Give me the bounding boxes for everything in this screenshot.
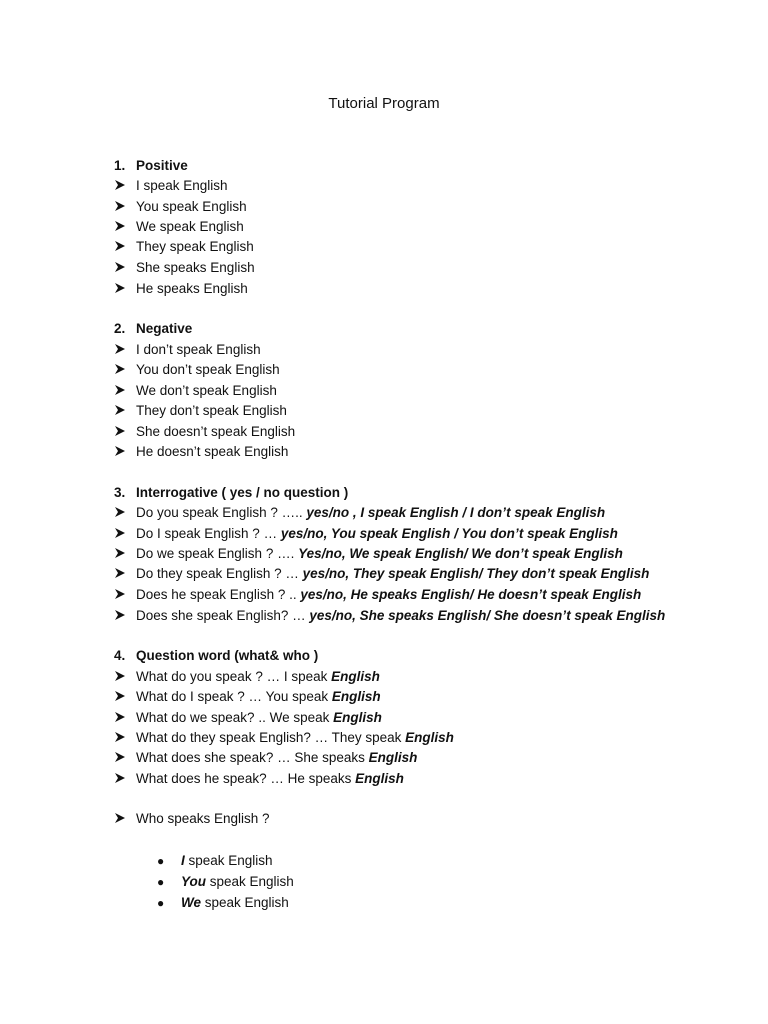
item-text: They speak English [136, 239, 254, 254]
arrowhead-icon [114, 197, 136, 217]
section-heading [114, 483, 348, 503]
list-item [114, 279, 248, 299]
arrowhead-icon [114, 503, 136, 523]
arrowhead-icon [114, 564, 136, 584]
list-item [114, 381, 277, 401]
arrowhead-icon [114, 279, 136, 299]
arrowhead-icon [114, 524, 136, 544]
bullet-dot-icon: ● [157, 896, 165, 910]
item-text: He doesn’t speak English [136, 444, 289, 459]
arrowhead-icon [114, 687, 136, 707]
list-item [114, 748, 417, 768]
item-text: You speak English [136, 199, 247, 214]
list-item [114, 442, 288, 462]
arrowhead-icon [114, 237, 136, 257]
list-item [114, 564, 649, 584]
item-answer: yes/no, He speaks English/ He doesn’t speak English [300, 587, 642, 602]
item-text: I don’t speak English [136, 342, 261, 357]
item-answer: Yes/no, We speak English/ We don’t speak English [298, 546, 623, 561]
section-heading [114, 156, 188, 176]
list-item [114, 401, 287, 421]
bullet-text: speak English [201, 895, 289, 910]
item-text: She speaks English [136, 260, 255, 275]
arrowhead-icon [114, 217, 136, 237]
list-item [114, 197, 247, 217]
section-number: 3. [114, 485, 126, 500]
list-item [114, 585, 641, 605]
list-item [114, 524, 618, 544]
item-text: He speaks English [136, 281, 248, 296]
item-text: We speak English [136, 219, 244, 234]
arrowhead-icon [114, 809, 136, 829]
arrowhead-icon [114, 401, 136, 421]
arrowhead-icon [114, 748, 136, 768]
list-item [114, 503, 605, 523]
list-item [114, 340, 261, 360]
list-item [114, 237, 254, 257]
section-heading [114, 319, 192, 339]
item-text: What does he speak? … He speaks [136, 771, 356, 786]
item-text: What do we speak? .. We speak [136, 710, 334, 725]
list-item [114, 217, 244, 237]
item-answer: English [333, 710, 382, 725]
bullet-subject: I [181, 853, 185, 868]
section-title: Negative [136, 321, 193, 336]
list-item [114, 687, 381, 707]
list-item [114, 176, 228, 196]
item-text: What do I speak ? … You speak [136, 689, 332, 704]
item-text: You don’t speak English [136, 362, 280, 377]
section-title: Question word (what& who ) [136, 648, 319, 663]
arrowhead-icon [114, 728, 136, 748]
item-text: Do you speak English ? ….. [136, 505, 307, 520]
item-answer: English [331, 689, 381, 704]
item-text: They don’t speak English [136, 403, 287, 418]
bullet-subject: We [181, 895, 202, 910]
item-text: What does she speak? … She speaks [136, 750, 369, 765]
who-question-text: Who speaks English ? [136, 811, 270, 826]
item-answer: yes/no , I speak English / I don’t speak English [306, 505, 606, 520]
arrowhead-icon [114, 585, 136, 605]
arrowhead-icon [114, 422, 136, 442]
arrowhead-icon [114, 708, 136, 728]
item-text: We don’t speak English [136, 383, 277, 398]
arrowhead-icon [114, 606, 136, 626]
list-item [114, 544, 623, 564]
section-number: 4. [114, 648, 126, 663]
item-answer: yes/no, She speaks English/ She doesn’t speak English [309, 608, 666, 623]
bullet-text: speak English [184, 853, 273, 868]
item-answer: English [368, 750, 418, 765]
list-item [114, 258, 255, 278]
arrowhead-icon [114, 442, 136, 462]
section-title: Positive [136, 158, 188, 173]
document-title: Tutorial Program [328, 95, 440, 112]
list-item [114, 708, 382, 728]
list-item [114, 769, 404, 789]
bullet-text: speak English [206, 874, 294, 889]
bullet-item [157, 872, 294, 892]
arrowhead-icon [114, 258, 136, 278]
item-text: Does he speak English ? .. [136, 587, 301, 602]
section-number: 1. [114, 158, 126, 173]
item-text: I speak English [136, 178, 228, 193]
section-title: Interrogative ( yes / no question ) [136, 485, 349, 500]
list-item [114, 728, 454, 748]
item-answer: English [405, 730, 454, 745]
bullet-item [157, 851, 273, 871]
item-text: What do you speak ? … I speak [136, 669, 332, 684]
item-answer: yes/no, You speak English / You don’t speak English [280, 526, 618, 541]
arrowhead-icon [114, 544, 136, 564]
bullet-dot-icon: ● [157, 854, 165, 868]
bullet-subject: You [181, 874, 206, 889]
arrowhead-icon [114, 360, 136, 380]
item-text: Do they speak English ? … [136, 566, 303, 581]
arrowhead-icon [114, 381, 136, 401]
item-text: Does she speak English? … [136, 608, 310, 623]
who-question [114, 809, 270, 829]
bullet-dot-icon: ● [157, 875, 165, 889]
item-answer: English [355, 771, 404, 786]
arrowhead-icon [114, 667, 136, 687]
item-answer: yes/no, They speak English/ They don’t speak English [302, 566, 650, 581]
item-text: Do we speak English ? …. [136, 546, 299, 561]
arrowhead-icon [114, 176, 136, 196]
arrowhead-icon [114, 769, 136, 789]
bullet-item [157, 893, 289, 913]
item-answer: English [331, 669, 380, 684]
item-text: What do they speak English? … They speak [136, 730, 406, 745]
list-item [114, 667, 380, 687]
section-number: 2. [114, 321, 126, 336]
section-heading [114, 646, 318, 666]
item-text: Do I speak English ? … [136, 526, 281, 541]
arrowhead-icon [114, 340, 136, 360]
list-item [114, 422, 295, 442]
item-text: She doesn’t speak English [136, 424, 296, 439]
list-item [114, 606, 665, 626]
list-item [114, 360, 280, 380]
